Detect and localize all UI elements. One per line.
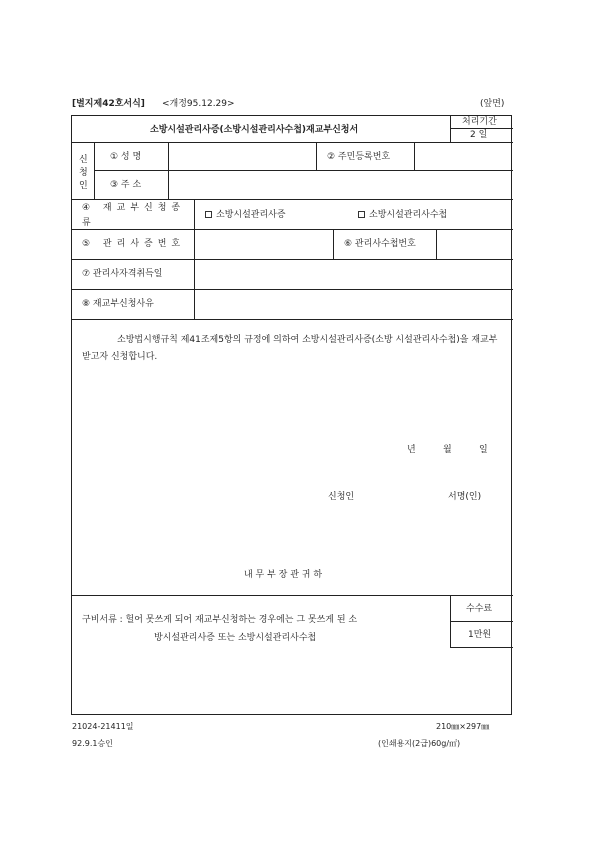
- address-label: ③ 주 소: [110, 180, 142, 190]
- date-year-label: 년: [407, 445, 416, 455]
- name-field[interactable]: [172, 153, 312, 167]
- fee-label: 수수료: [466, 604, 493, 614]
- signature-seal-label: 서명(인): [448, 492, 482, 502]
- processing-period-label: 처리기간: [462, 117, 497, 127]
- address-field[interactable]: [172, 181, 502, 195]
- processing-period-value: 2 일: [470, 130, 488, 140]
- paper-spec: (인쇄용지(2급)60g/㎡): [378, 739, 461, 748]
- form-number: [별지제42호서식]: [72, 99, 145, 109]
- applicant-group-label: 신 청 인: [79, 155, 88, 191]
- form-title: 소방시설관리사증(소방시설관리사수첩)재교부신청서: [150, 125, 359, 135]
- paper-size: 210㎜×297㎜: [436, 722, 490, 731]
- resident-number-label: ② 주민등록번호: [327, 152, 391, 162]
- checkbox-notebook[interactable]: [358, 211, 365, 218]
- reason-label: ⑧ 재교부신청사유: [82, 299, 154, 309]
- applicant-signature-label: 신청인: [328, 492, 355, 502]
- approval-date: 92.9.1승인: [72, 739, 113, 748]
- statement-text: 소방법시행규칙 제41조제5항의 규정에 의하여 소방시설관리사증(소방 시설관리사수첩)을 재교부받고자 신청합니다.: [82, 335, 498, 362]
- page-side-label: (앞면): [480, 99, 505, 109]
- notebook-number-label: ⑥ 관리사수첩번호: [344, 239, 416, 249]
- reissue-type-label-cont: 류: [82, 218, 91, 228]
- reason-field[interactable]: [198, 300, 508, 314]
- date-month-label: 월: [443, 445, 452, 455]
- reissue-type-label: ④ 재교부신청종: [82, 203, 186, 213]
- application-form: [71, 115, 512, 715]
- date-day-label: 일: [479, 445, 488, 455]
- checkbox-certificate[interactable]: [205, 211, 212, 218]
- qualification-date-field[interactable]: [198, 270, 508, 284]
- notebook-number-field[interactable]: [440, 240, 508, 254]
- name-label: ① 성 명: [110, 152, 142, 162]
- fee-value: 1만원: [468, 630, 492, 640]
- form-code: 21024-21411일: [72, 722, 134, 731]
- certificate-number-label: ⑤ 관리사증번호: [82, 239, 186, 249]
- qualification-date-label: ⑦ 관리사자격취득일: [82, 269, 163, 279]
- addressee: 내 무 부 장 관 귀 하: [244, 570, 323, 580]
- required-documents-line2: 방시설관리사증 또는 소방시설관리사수첩: [154, 633, 317, 643]
- resident-number-field[interactable]: [418, 153, 508, 167]
- option-certificate[interactable]: 소방시설관리사증: [205, 211, 286, 220]
- required-documents-line1: 구비서류 : 헐어 못쓰게 되어 재교부신청하는 경우에는 그 못쓰게 된 소: [82, 615, 358, 625]
- certificate-number-field[interactable]: [198, 240, 328, 254]
- option-notebook[interactable]: 소방시설관리사수첩: [358, 211, 447, 220]
- revision-note: <개정95.12.29>: [162, 99, 235, 109]
